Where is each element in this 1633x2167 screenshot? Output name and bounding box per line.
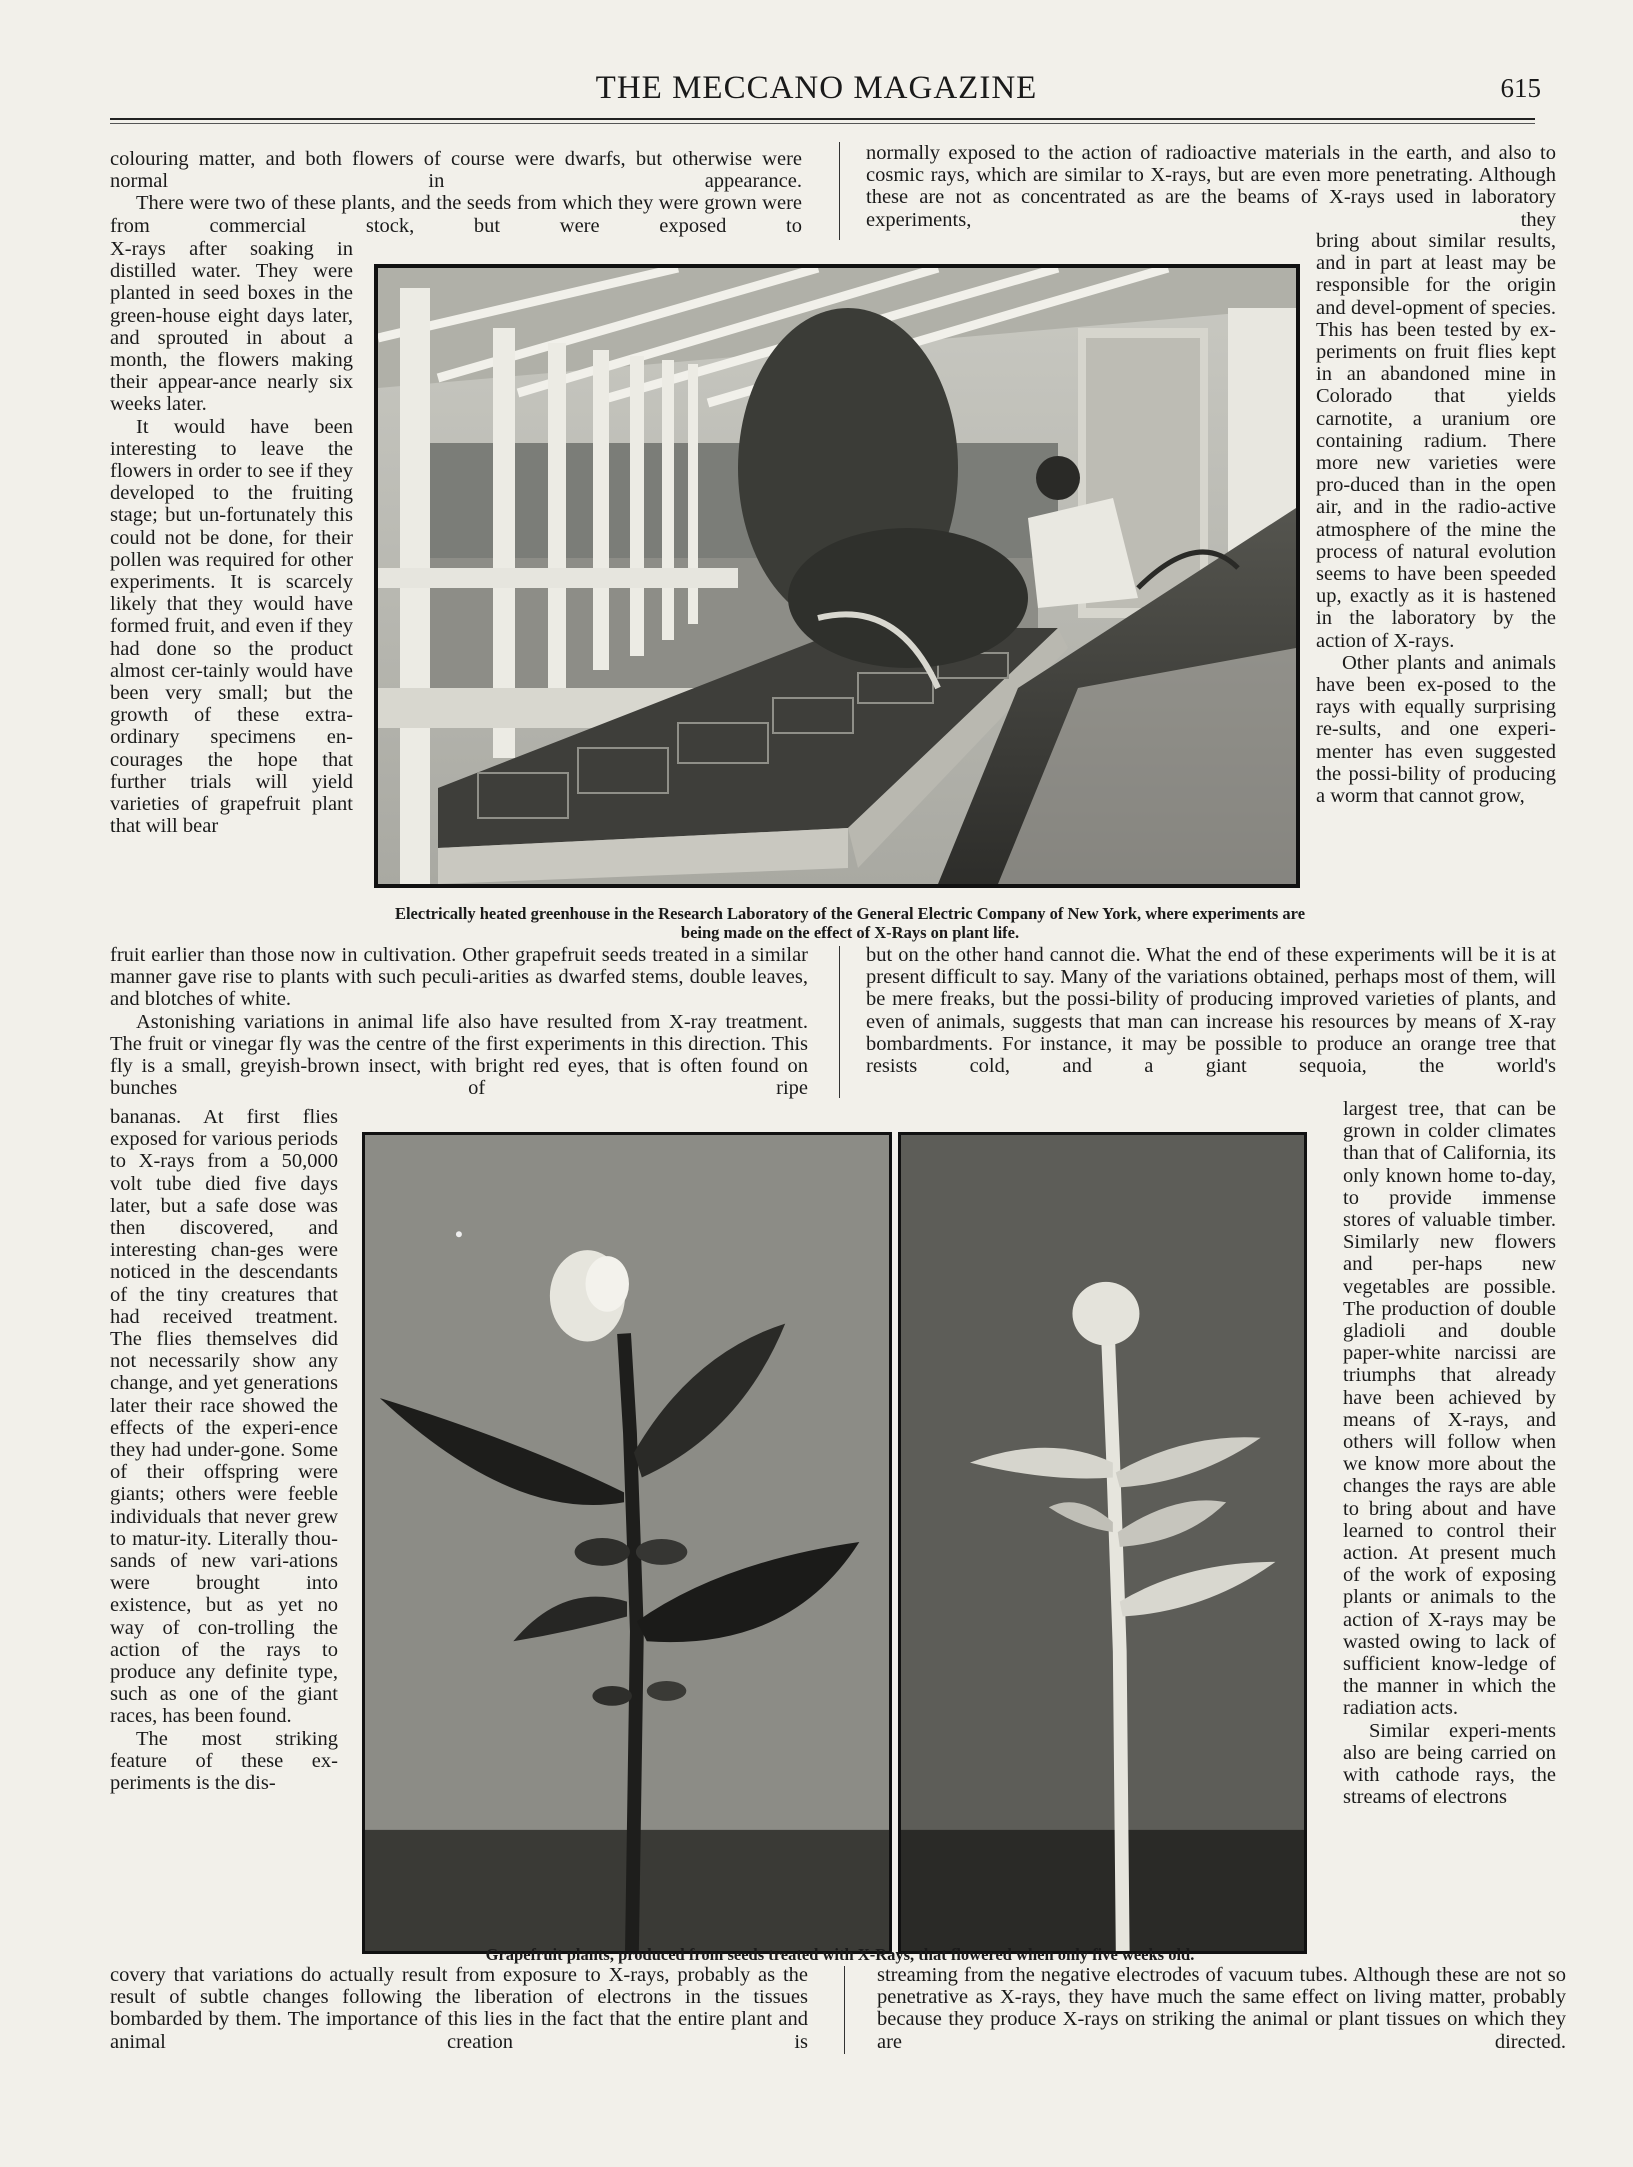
column-divider [839, 142, 840, 240]
paragraph: fruit earlier than those now in cultivation. Other grapefruit seeds treated in a similar manner gave rise to plants with such peculi-arities as dwarfed stems, double leaves, and blotches of white. [110, 944, 808, 1011]
paragraph: streaming from the negative electrodes of vacuum tubes. Although these are not so penetrative as X-rays, they have much the same effect on living matter, probably because they produce X-rays on striking the animal or plant tissues on which they are directed. [877, 1964, 1566, 2053]
paragraph: It would have been interesting to leave the flowers in order to see if they developed to the fruiting stage; but un-fortunately this could not be done, for their pollen was required for other experiments. It is scarcely likely that they would have formed fruit, and even if they had done so the product almost cer-tainly would have been very small; but the growth of these extra-ordinary specimens en-courages the hope that further trials will yield varieties of grapefruit plant that will bear [110, 415, 353, 838]
plant-right-drawing [901, 1135, 1304, 1951]
col2-narrow-text-a [1316, 230, 1556, 807]
paragraph: Similar experi-ments also are being carried on with cathode rays, the streams of electrons [1343, 1719, 1556, 1809]
paragraph: largest tree, that can be grown in colder climates than that of California, its only known home to-day, to provide immense stores of valuable timber. Similarly new flowers and per-haps new vegetables are possible. The production of double gladioli and double paper-white narcissi are triumphs that already have been achieved by means of X-rays, and others will follow when we know more about the changes the rays are able to bring about and have learned to control their action. At present much of the work of exposing plants or animals to the action of X-rays may be wasted owing to lack of sufficient know-ledge of the manner in which the radiation acts. [1343, 1098, 1556, 1720]
col2-bottom-text [877, 1964, 1566, 2053]
page-number: 615 [1500, 73, 1541, 103]
paragraph: bring about similar results, and in part at least may be responsible for the origin and devel-opment of species. This has been tested by ex-periments on fruit flies kept in an abandoned mine in Colorado that yields carnotite, a uranium ore containing radium. There more new varieties were pro-duced than in the open air, and in the radio-active atmosphere of the mine the process of natural evolution seems to have been speeded up, exactly as it is hastened in the laboratory by the action of X-rays. [1316, 230, 1556, 652]
col1-bottom-text [110, 1964, 808, 2053]
col1-mid-text [110, 944, 808, 1099]
paragraph: X-rays after soaking in distilled water. They were planted in seed boxes in the green-house eight days later, and sprouted in about a month, the flowers making their appear-ance nearly six weeks later. [110, 238, 353, 416]
column-divider [839, 946, 840, 1098]
greenhouse-photo [374, 264, 1300, 888]
greenhouse-caption: Electrically heated greenhouse in the Research Laboratory of the General Electric Company of New York, where experiments are being made on the effect of X-Rays on plant life. [394, 904, 1306, 942]
header-rule [110, 118, 1535, 120]
column-divider [844, 1966, 845, 2054]
greenhouse-photo-drawing [378, 268, 1296, 884]
paragraph: but on the other hand cannot die. What the end of these experiments will be it is at present difficult to say. Many of the variations obtained, perhaps most of them, will be mere freaks, but the possi-bility of producing improved varieties of plants, and even of animals, suggests that man can increase his resources by means of X-ray bombardments. For instance, it may be possible to produce an orange tree that resists cold, and a giant sequoia, the world's [866, 944, 1556, 1078]
paragraph: The most striking feature of these ex-periments is the dis- [110, 1727, 338, 1795]
col2-mid-text [866, 944, 1556, 1077]
paragraph: normally exposed to the action of radioactive materials in the earth, and also to cosmic rays, which are similar to X-rays, but are even more penetrating. Although these are not as concentrated as are the beams of X-rays used in laboratory experiments, they [866, 142, 1556, 231]
treated-plant-photo-right [898, 1132, 1307, 1954]
treated-plant-photo-left [362, 1132, 892, 1954]
paragraph: bananas. At first flies exposed for various periods to X-rays from a 50,000 volt tube died five days later, but a safe dose was then discovered, and interesting chan-ges were noticed in the descendants of the tiny creatures that had received treatment. The flies themselves did not necessarily show any change, and yet generations later their race showed the effects of the experi-ence they had under-gone. Some of their offspring were giants; others were feeble individuals that never grew to matur-ity. Literally thou-sands of new vari-ations were brought into existence, but as yet no way of con-trolling the action of the rays to produce any definite type, such as one of the giant races, has been found. [110, 1106, 338, 1728]
col1-narrow-text-a [110, 238, 353, 837]
paragraph: Other plants and animals have been ex-posed to the rays with equally surprising re-sults, and one experi-menter has even suggested the possi-bility of producing a worm that cannot grow, [1316, 651, 1556, 808]
magazine-title: THE MECCANO MAGAZINE [595, 70, 1038, 106]
col2-top-text [866, 142, 1556, 231]
paragraph: There were two of these plants, and the seeds from which they were grown were from commercial stock, but were exposed to [110, 192, 802, 237]
paragraph: colouring matter, and both flowers of course were dwarfs, but otherwise were normal in appearance. [110, 148, 802, 193]
paragraph: Astonishing variations in animal life also have resulted from X-ray treatment. The fruit or vinegar fly was the centre of the first experiments in this direction. This fly is a small, greyish-brown insect, with bright red eyes, that is often found on bunches of ripe [110, 1010, 808, 1100]
plant-left-drawing [365, 1135, 889, 1951]
grapefruit-caption: Grapefruit plants, produced from seeds treated with X-Rays, that flowered when only five weeks old. [485, 1945, 1195, 1964]
col2-narrow-text-b [1343, 1098, 1556, 1809]
col1-narrow-text-b [110, 1106, 338, 1794]
paragraph: covery that variations do actually result from exposure to X-rays, probably as the result of subtle changes following the liberation of electrons in the tissues bombarded by them. The importance of this lies in the fact that the entire plant and animal creation is [110, 1964, 808, 2053]
header-rule-thin [110, 123, 1535, 124]
col1-top-text [110, 148, 802, 237]
grapefruit-photo [362, 1132, 1307, 1954]
